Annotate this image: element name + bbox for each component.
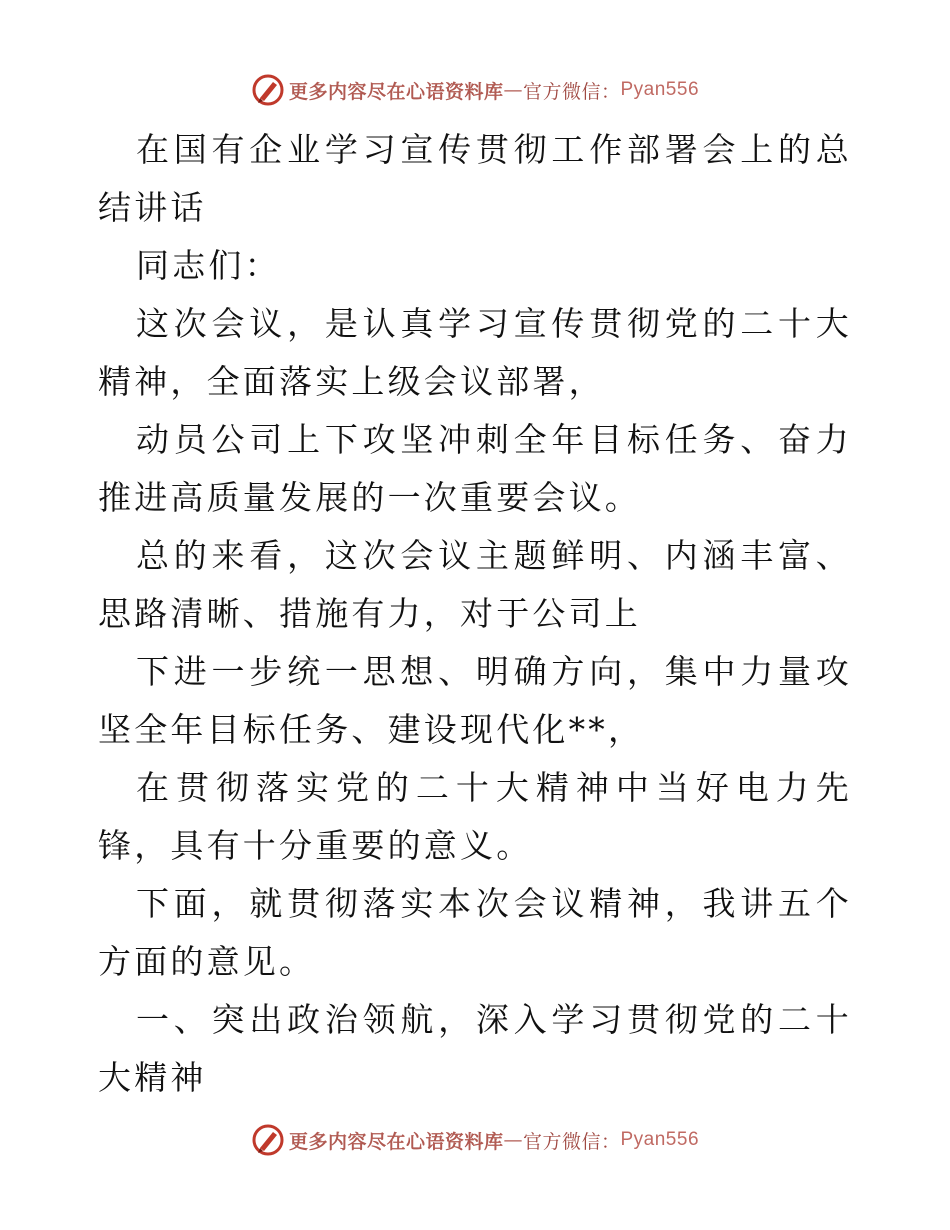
section-heading: 一、突出政治领航，深入学习贯彻党的二十大精神 bbox=[98, 1000, 852, 1097]
document-body bbox=[98, 121, 852, 1107]
footer-banner bbox=[0, 1120, 950, 1160]
header-banner bbox=[0, 70, 950, 110]
banner-dash: — bbox=[503, 79, 523, 101]
banner-wechat-id: Pyan556 bbox=[620, 1129, 700, 1150]
banner-wechat-label: 官方微信： bbox=[522, 80, 621, 103]
paragraph: 动员公司上下攻坚冲刺全年目标任务、奋力推进高质量发展的一次重要会议。 bbox=[98, 420, 852, 517]
banner-brand: 更多内容尽在心语资料库 bbox=[288, 80, 504, 103]
pen-logo-icon bbox=[251, 73, 285, 107]
banner-brand: 更多内容尽在心语资料库 bbox=[288, 1130, 504, 1153]
banner-wechat-label: 官方微信： bbox=[522, 1130, 621, 1153]
pen-logo-icon bbox=[251, 1123, 285, 1157]
banner-dash: — bbox=[503, 1129, 523, 1151]
salutation: 同志们： bbox=[136, 246, 281, 285]
banner-wechat-id: Pyan556 bbox=[620, 79, 700, 100]
document-title: 在国有企业学习宣传贯彻工作部署会上的总结讲话 bbox=[98, 130, 852, 227]
paragraph: 这次会议，是认真学习宣传贯彻党的二十大精神，全面落实上级会议部署， bbox=[98, 304, 852, 401]
paragraph: 下面，就贯彻落实本次会议精神，我讲五个方面的意见。 bbox=[98, 884, 852, 981]
paragraph: 下进一步统一思想、明确方向，集中力量攻坚全年目标任务、建设现代化**， bbox=[98, 652, 852, 749]
paragraph: 在贯彻落实党的二十大精神中当好电力先锋，具有十分重要的意义。 bbox=[98, 768, 852, 865]
paragraph: 总的来看，这次会议主题鲜明、内涵丰富、思路清晰、措施有力，对于公司上 bbox=[98, 536, 852, 633]
